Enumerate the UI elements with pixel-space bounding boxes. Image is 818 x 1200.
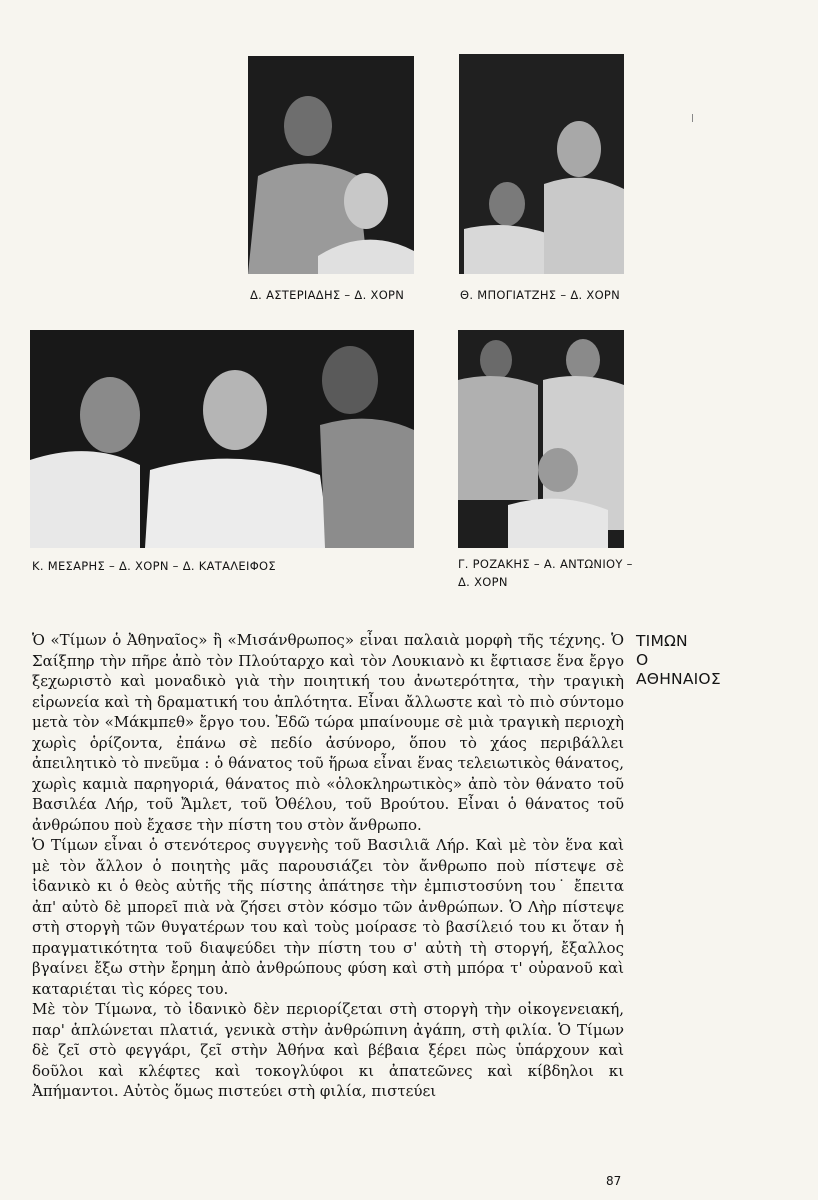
paragraph: Ὁ «Τίμων ὁ Ἀθηναῖος» ἢ «Μισάνθρωπος» εἶναι παλαιὰ μορφὴ τῆς τέχνης. Ὁ Σαίξπηρ τὴν πῆρε ἀπὸ τὸν Πλούταρχο καὶ τὸν Λουκιανὸ κι ἔφτιασε ἕνα ἔργο ξεχωριστὸ καὶ μοναδικὸ γιὰ τὴν ποιητική του ἀνωτερότητα, τὴν τραγικὴ εἰρωνεία καὶ τὴ δραματική του ἁπλότητα. Εἶναι ἄλλωστε καὶ τὸ πιὸ σύντομο μετὰ τὸν «Μάκμπεθ» ἔργο του. Ἐδῶ τώρα μπαίνουμε σὲ μιὰ τραγικὴ περιοχὴ χωρὶς ὁρίζοντα, ἐπάνω σὲ πεδίο ἀσύνορο, ὅπου τὸ χάος περιβάλλει ἀπειλητικὸ τὸ πνεῦμα : ὁ θάνατος τοῦ ἥρωα εἶναι ἕνας τελειωτικὸς θάνατος, χωρὶς καμιὰ παρηγοριά, θάνατος πιὸ «ὁλοκληρωτικὸς» ἀπὸ τὸν θάνατο τοῦ Βασιλέα Λήρ, τοῦ Ἄμλετ, τοῦ Ὀθέλου, τοῦ Βρούτου. Εἶναι ὁ θάνατος τοῦ ἀνθρώπου ποὺ ἔχασε τὴν πίστη του στὸν ἄνθρωπο. (32, 631, 624, 834)
photo-caption-line: Δ. ΧΟΡΝ (458, 575, 508, 589)
page-number: 87 (606, 1174, 622, 1188)
paragraph: Ὁ Τίμων εἶναι ὁ στενότερος συγγενὴς τοῦ Βασιλιᾶ Λήρ. Καὶ μὲ τὸν ἕνα καὶ μὲ τὸν ἄλλον ὁ ποιητὴς μᾶς παρουσιάζει τὸν ἄνθρωπο ποὺ πίστεψε σὲ ἰδανικὸ κι ὁ θεὸς αὐτῆς τῆς πίστης ἀπάτησε τὴν ἐμπιστοσύνη του˙ ἔπειτα ἀπ' αὐτὸ δὲ μπορεῖ πιὰ νὰ ζήσει στὸν κόσμο τῶν ἀνθρώπων. Ὁ Λὴρ πίστεψε στὴ στοργὴ τῶν θυγατέρων του καὶ τοὺς μοίρασε τὸ βασίλειό του κι ὅταν ἡ πραγματικότητα τοῦ διαψεύδει τὴν πίστη του σ' αὐτὴ τὴ στοργή, ἔξαλλος βγαίνει ἔξω στὴν ἔρημη ἀπὸ ἀνθρώπους φύση καὶ στὴ μπόρα τ' οὐρανοῦ καὶ καταριέται τὶς κόρες του. (32, 836, 624, 998)
section-title (636, 632, 721, 689)
photo-caption-line: Γ. ΡΟΖΑΚΗΣ – Α. ΑΝΤΩΝΙΟΥ – (458, 557, 633, 571)
article-body (32, 630, 624, 1102)
photo-mesaris-horn-kataleifos (30, 330, 414, 548)
photo-bogiatzis-horn (459, 54, 624, 274)
margin-mark (692, 114, 693, 122)
paragraph: Μὲ τὸν Τίμωνα, τὸ ἰδανικὸ δὲν περιορίζεται στὴ στοργὴ τὴν οἰκογενειακή, παρ' ἁπλώνεται πλατιά, γενικὰ στὴν ἀνθρώπινη ἀγάπη, στὴ φιλία. Ὁ Τίμων δὲ ζεῖ στὸ φεγγάρι, ζεῖ στὴν Ἀθήνα καὶ βέβαια ξέρει πὼς ὑπάρχουν καὶ δοῦλοι καὶ κλέφτες καὶ τοκογλύφοι κι ἀπατεῶνες καὶ κίβδηλοι κι Ἀπήμαντοι. Αὐτὸς ὅμως πιστεύει στὴ φιλία, πιστεύει (32, 1000, 624, 1100)
section-title-line: Ο (636, 651, 649, 669)
photo-caption (458, 555, 633, 591)
section-title-line: ΑΘΗΝΑΙΟΣ (636, 670, 721, 688)
photo-caption: Δ. ΑΣΤΕΡΙΑΔΗΣ – Δ. ΧΟΡΝ (250, 288, 405, 302)
photo-caption: Θ. ΜΠΟΓΙΑΤΖΗΣ – Δ. ΧΟΡΝ (460, 288, 621, 302)
photo-rozakis-antoniou-horn (458, 330, 624, 548)
photo-asteriadis-horn (248, 56, 414, 274)
section-title-line: ΤΙΜΩΝ (636, 632, 688, 650)
photo-caption: Κ. ΜΕΣΑΡΗΣ – Δ. ΧΟΡΝ – Δ. ΚΑΤΑΛΕΙΦΟΣ (32, 559, 276, 573)
